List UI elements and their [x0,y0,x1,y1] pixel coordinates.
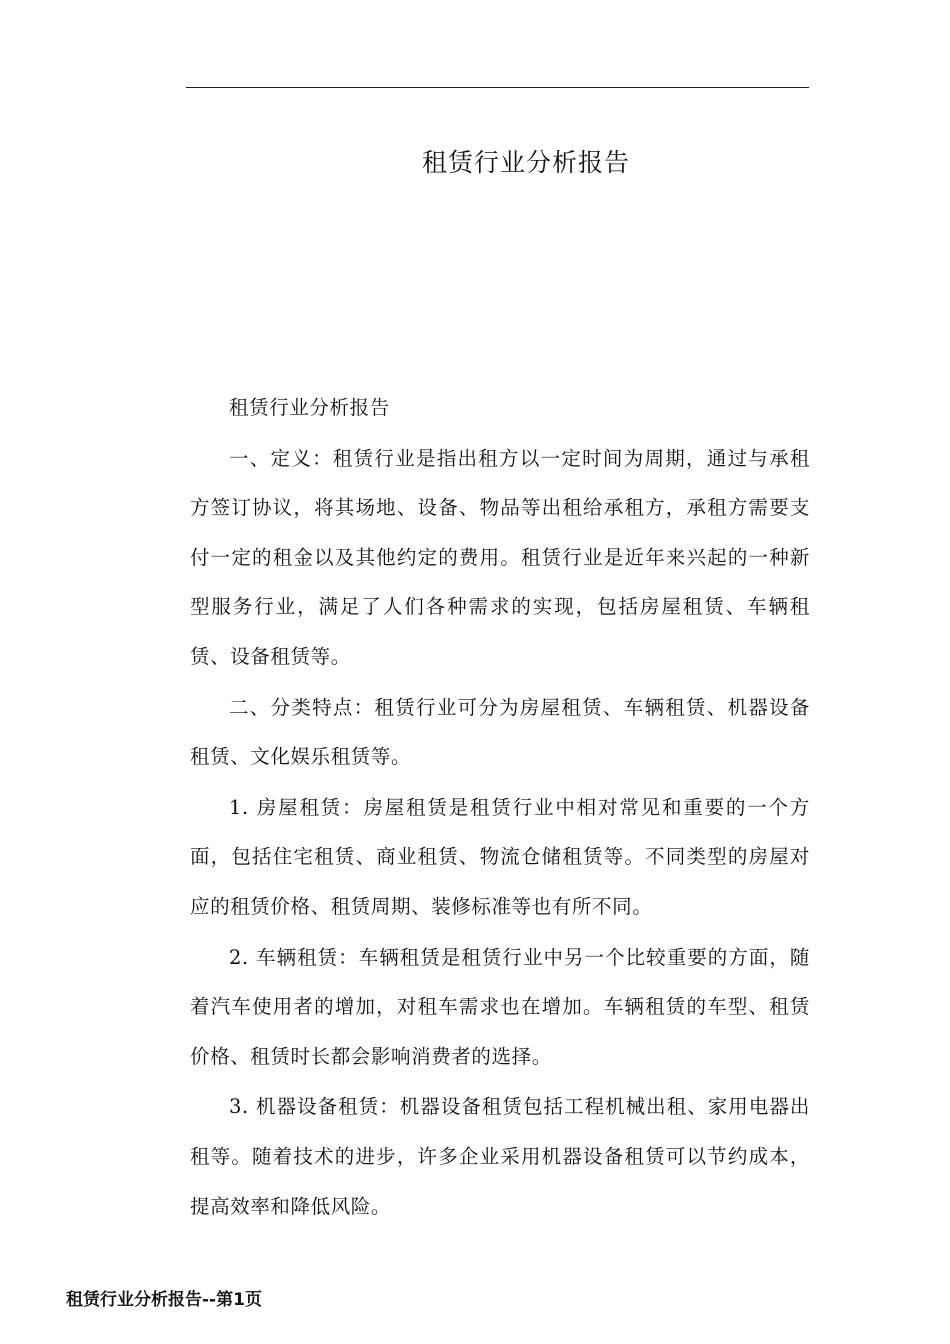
paragraph-classification: 二、分类特点：租赁行业可分为房屋租赁、车辆租赁、机器设备租赁、文化娱乐租赁等。 [190,695,810,769]
document-title: 租赁行业分析报告 [421,148,630,177]
paragraph-housing-rental: 1. 房屋租赁：房屋租赁是租赁行业中相对常见和重要的一个方面，包括住宅租赁、商业租赁、物流仓储租赁等。不同类型的房屋对应的租赁价格、租赁周期、装修标准等也有所不同。 [190,795,810,918]
page-footer: 租赁行业分析报告--第1页 [66,1290,262,1310]
paragraph-definition: 一、定义：租赁行业是指出租方以一定时间为周期，通过与承租方签订协议，将其场地、设备、物品等出租给承租方，承租方需要支付一定的租金以及其他约定的费用。租赁行业是近年来兴起的一种新型服务行业，满足了人们各种需求的实现，包括房屋租赁、车辆租赁、设备租赁等。 [190,446,810,668]
header-rule [186,87,809,88]
paragraph-heading: 租赁行业分析报告 [229,396,390,419]
paragraph-vehicle-rental: 2. 车辆租赁：车辆租赁是租赁行业中另一个比较重要的方面，随着汽车使用者的增加，对租车需求也在增加。车辆租赁的车型、租赁价格、租赁时长都会影响消费者的选择。 [190,945,810,1068]
paragraph-equipment-rental: 3. 机器设备租赁：机器设备租赁包括工程机械出租、家用电器出租等。随着技术的进步，许多企业采用机器设备租赁可以节约成本，提高效率和降低风险。 [190,1095,810,1218]
document-body [190,383,810,1232]
